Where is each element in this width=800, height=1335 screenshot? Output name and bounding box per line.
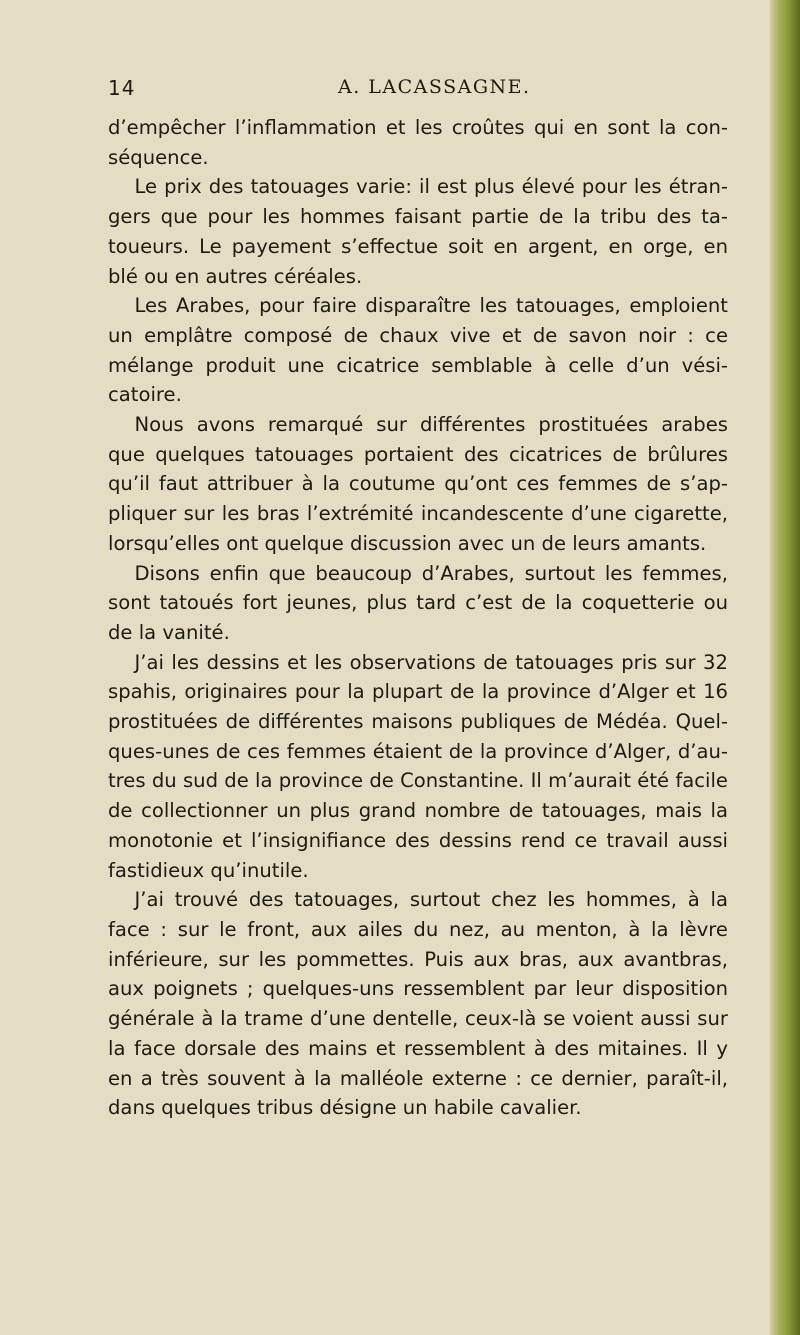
paragraph-4: Nous avons remarqué sur différentes prostituées arabes que quelques tatouages portaient des cicatrices de brûlures qu’il faut attribuer à la coutume qu’ont ces femmes de s’appliquer sur les bras l’extrémité incandescente d’une cigarette, lorsqu’elles ont quelque discussion avec un de leurs amants. — [108, 413, 728, 555]
page-edge-binding — [770, 0, 800, 1335]
page-number: 14 — [108, 76, 136, 100]
running-header — [108, 76, 728, 106]
paragraph-5: Disons enfin que beaucoup d’Arabes, surtout les femmes, sont tatoués fort jeunes, plus tard c’est de la coquetterie ou de la vanité. — [108, 561, 728, 644]
paragraph-2: Le prix des tatouages varie: il est plus élevé pour les étrangers que pour les hommes faisant partie de la tribu des tatoueurs. Le payement s’effectue soit en argent, en orge, en blé ou en autres céréales. — [108, 175, 728, 288]
paragraph-6: J’ai les dessins et les observations de tatouages pris sur 32 spahis, originaires pour la plupart de la province d’Alger et 16 prostituées de différentes maisons publiques de Médéa. Quelques-unes de ces femmes étaient de la province d’Alger, d’autres du sud de la province de Constantine. Il m’aurait été facile de collectionner un plus grand nombre de tatouages, mais la monotonie et l’insignifiance des dessins rend ce travail aussi fastidieux qu’inutile. — [108, 650, 728, 882]
body-text — [108, 113, 728, 1123]
paragraph-3: Les Arabes, pour faire disparaître les tatouages, emploient un emplâtre composé de chaux vive et de savon noir : ce mélange produit une cicatrice semblable à celle d’un vésicatoire. — [108, 294, 728, 407]
paragraph-7: J’ai trouvé des tatouages, surtout chez les hommes, à la face : sur le front, aux ailes du nez, au menton, à la lèvre inférieure, sur les pommettes. Puis aux bras, aux avantbras, aux poignets ; quelques-uns ressemblent par leur disposition générale à la trame d’une dentelle, ceux-là se voient aussi sur la face dorsale des mains et ressemblent à des mitaines. Il y en a très souvent à la malléole externe : ce dernier, paraît-il, dans quelques tribus désigne un habile cavalier. — [108, 888, 728, 1120]
paragraph-1: d’empêcher l’inflammation et les croûtes qui en sont la conséquence. — [108, 116, 728, 169]
running-title: A. LACASSAGNE. — [338, 76, 531, 98]
